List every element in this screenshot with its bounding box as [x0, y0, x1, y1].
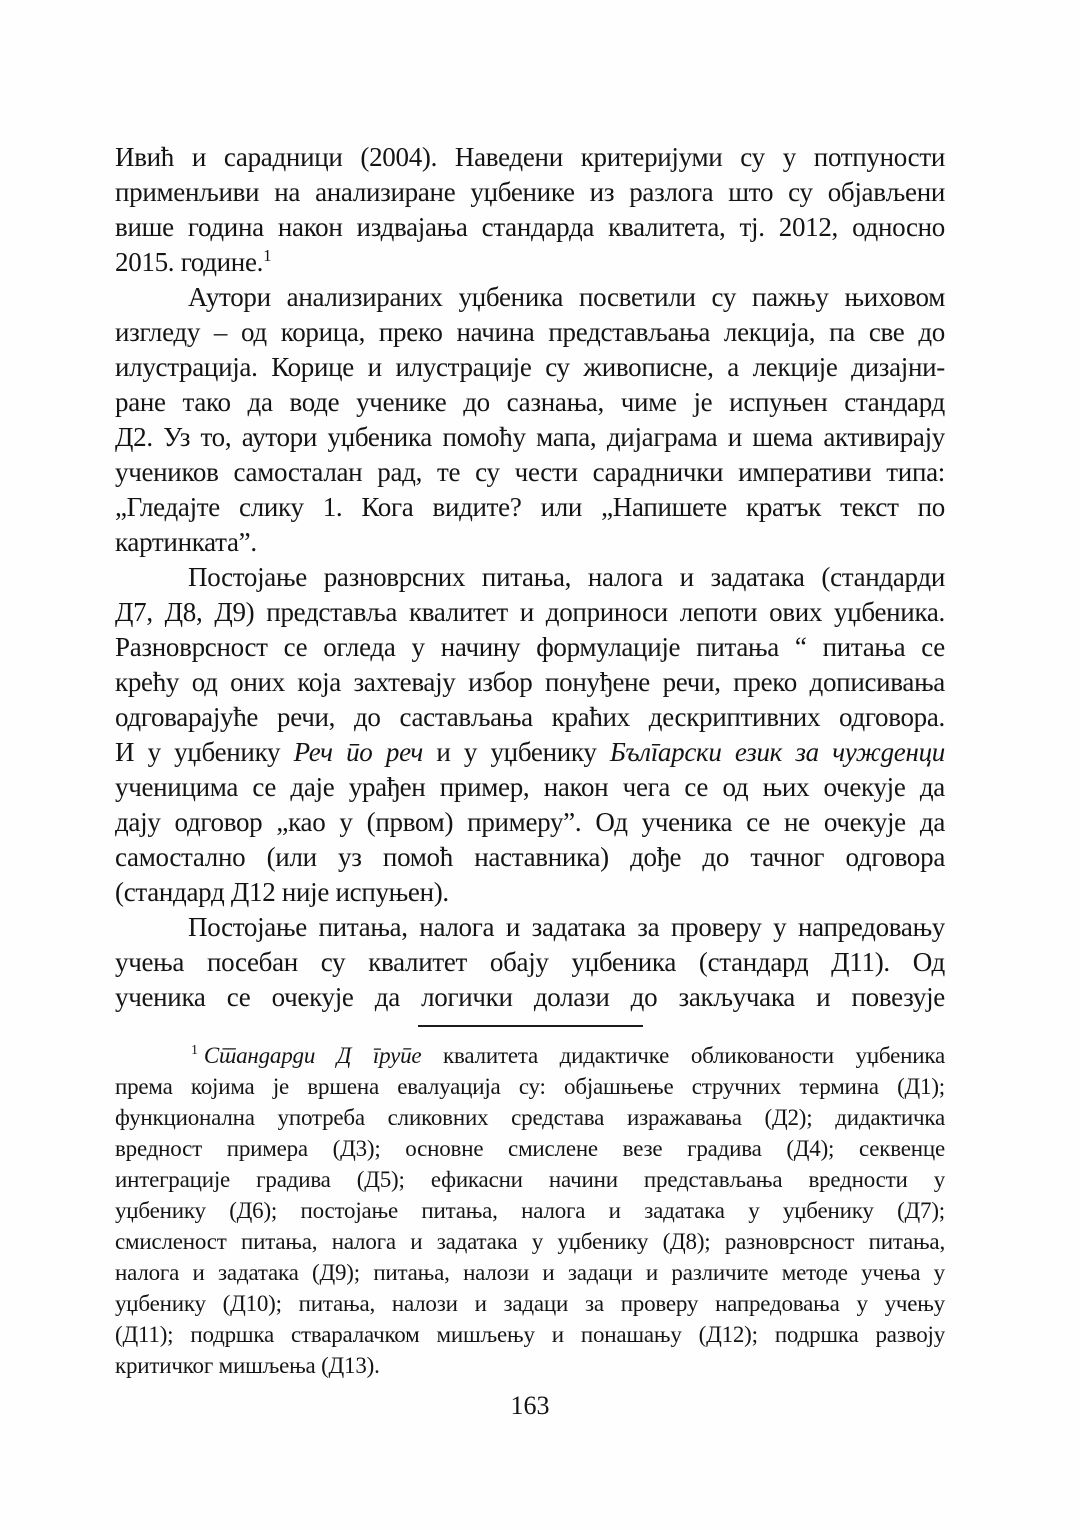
paragraph-3: [115, 560, 945, 910]
paragraph-4: [115, 910, 945, 1015]
footnote-marker: 1: [191, 1043, 198, 1059]
footnote-line: критичког мишљења (Д13).: [115, 1353, 380, 1378]
text-line: ране тако да воде ученике до сазнања, чиме је испуњен стандард: [115, 387, 945, 417]
footnote-line: (Д11); подршка стваралачком мишљењу и понашању (Д12); подршка развоју: [115, 1322, 945, 1347]
text-line: Постојање питања, налога и задатака за проверу у напредовању: [188, 912, 945, 942]
text-line: крећу од оних која захтевају избор понуђене речи, преко дописивања: [115, 667, 945, 697]
text-line: (стандард Д12 није испуњен).: [115, 877, 449, 907]
text-line: дају одговор „као у (првом) примеру”. Од ученика се не очекује да: [115, 807, 945, 837]
footnote-reference: 1: [263, 246, 272, 265]
footnote-line: налога и задатака (Д9); питања, налози и задаци и различите методе учења у: [115, 1260, 945, 1285]
book-title: Български език за чужденци: [609, 737, 945, 767]
text-line: илустрација. Корице и илустрације су живописне, а лекције дизајни-: [115, 352, 945, 382]
footnote-divider: [418, 1025, 643, 1027]
text-line: ученика се очекује да логички долази до закључака и повезује: [115, 982, 945, 1012]
text-block: [115, 140, 945, 1422]
text-line: Постојање разноврсних питања, налога и задатака (стандарди: [188, 562, 945, 592]
text-line: Д7, Д8, Д9) представља квалитет и доприноси лепоти ових уџбеника.: [115, 597, 945, 627]
footnote-line: [115, 1040, 945, 1071]
text-line: учеников самосталан рад, те су чести сараднички императиви типа:: [115, 457, 945, 487]
text-line: ученицима се даје урађен пример, након чега се од њих очекује да: [115, 772, 945, 802]
text-line: картинката”.: [115, 527, 257, 557]
footnote-title: Стандарди Д групе: [203, 1043, 422, 1068]
text-segment: И у уџбенику: [115, 737, 294, 767]
text-line: [115, 245, 945, 280]
text-line: самостално (или уз помоћ наставника) дође до тачног одговора: [115, 842, 945, 872]
text-segment: 2015. године.: [115, 247, 264, 277]
text-line: Ивић и сарадници (2004). Наведени критеријуми су у потпуности: [115, 142, 945, 172]
footnote-line: вредност примера (Д3); основне смислене везе градива (Д4); секвенце: [115, 1136, 945, 1161]
paragraph-2: [115, 280, 945, 560]
footnote-line: уџбенику (Д6); постојање питања, налога и задатака у уџбенику (Д7);: [115, 1198, 945, 1223]
text-line: одговарајуће речи, до састављања краћих дескриптивних одговора.: [115, 702, 945, 732]
footnote-line: смисленост питања, налога и задатака у уџбенику (Д8); разноврсност питања,: [115, 1229, 945, 1254]
footnote: [115, 1040, 945, 1381]
footnote-line: према којима је вршена евалуација су: објашњење стручних термина (Д1);: [115, 1074, 945, 1099]
text-line: применљиви на анализиране уџбенике из разлога што су објављени: [115, 177, 945, 207]
text-segment: квалитета дидактичке обликованости уџбеника: [421, 1043, 945, 1068]
text-line: [115, 735, 945, 770]
text-line: „Гледајте слику 1. Кога видите? или „Напишете кратък текст по: [115, 492, 945, 522]
text-segment: и у уџбенику: [422, 737, 610, 767]
footnote-line: функционална употреба сликовних средстава изражавања (Д2); дидактичка: [115, 1105, 945, 1130]
footnote-line: интеграције градива (Д5); ефикасни начини представљања вредности у: [115, 1167, 945, 1192]
paragraph-1: [115, 140, 945, 280]
text-line: више година након издвајања стандарда квалитета, тј. 2012, односно: [115, 212, 945, 242]
text-line: Д2. Уз то, аутори уџбеника помоћу мапа, дијаграма и шема активирају: [115, 422, 945, 452]
text-line: Аутори анализираних уџбеника посветили су пажњу њиховом: [188, 282, 945, 312]
text-line: изгледу – од корица, преко начина представљања лекција, па све до: [115, 317, 945, 347]
text-line: Разноврсност се огледа у начину формулације питања “ питања се: [115, 632, 945, 662]
page-number: 163: [510, 1391, 550, 1420]
text-line: учења посебан су квалитет обају уџбеника (стандард Д11). Од: [115, 947, 945, 977]
book-title: Реч по реч: [293, 737, 423, 767]
footnote-line: уџбенику (Д10); питања, налози и задаци за проверу напредовања у учењу: [115, 1291, 945, 1316]
